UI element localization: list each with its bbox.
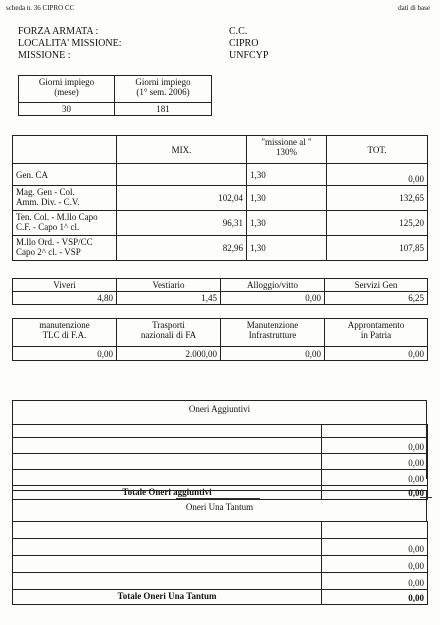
edge-tick <box>420 497 432 498</box>
giorni-value-sem: 181 <box>115 103 212 116</box>
table-row <box>13 556 428 573</box>
table-row <box>13 438 428 454</box>
costs1-value-vestiario: 1,45 <box>117 292 221 305</box>
oneri-una-tantum-value: 0,00 <box>322 556 428 573</box>
info-value-missione: UNFCYP <box>229 50 269 61</box>
info-value-forza: C.C. <box>229 26 248 37</box>
costs2-table <box>12 318 428 361</box>
costs2-value-tlc: 0,00 <box>13 347 117 361</box>
oneri-aggiuntivi-value: 0,00 <box>322 454 428 470</box>
row-tot: 125,20 <box>327 211 428 236</box>
row-mix <box>117 164 247 186</box>
costs2-value-infrastrutture: 0,00 <box>221 347 325 361</box>
header-missione: "missione al " 130% <box>247 136 327 164</box>
oneri-una-tantum-table <box>12 521 428 605</box>
oneri-aggiuntivi-value <box>322 425 428 438</box>
row-pct: 1,30 <box>247 211 327 236</box>
row-label: M.llo Ord. - VSP/CC Capo 2^ cl. - VSP <box>13 236 117 261</box>
oneri-aggiuntivi-total-value: 0,00 <box>322 486 428 500</box>
costs2-header-tlc: manutenzione TLC di F.A. <box>13 319 117 347</box>
costs2-value-trasporti: 2.000,00 <box>117 347 221 361</box>
table-row <box>13 211 428 236</box>
oneri-aggiuntivi-total-label: Totale Oneri aggiuntivi <box>13 486 322 500</box>
title-underline <box>176 498 260 499</box>
table-row <box>13 470 428 486</box>
costs2-header-approntamento: Approntamento in Patria <box>325 319 428 347</box>
oneri-una-tantum-value: 0,00 <box>322 539 428 556</box>
oneri-una-tantum-total-value: 0,00 <box>322 590 428 605</box>
row-mix: 96,31 <box>117 211 247 236</box>
oneri-una-tantum-title: Oneri Una Tantum <box>185 502 254 512</box>
table-row <box>13 236 428 261</box>
giorni-header-mese: Giorni impiego (mese) <box>19 76 115 103</box>
table-row <box>13 522 428 539</box>
row-label: Ten. Col. - M.llo Capo C.F. - Capo 1^ cl. <box>13 211 117 236</box>
costs1-value-viveri: 4,80 <box>13 292 117 305</box>
total-row <box>13 590 428 605</box>
costs1-value-alloggio: 0,00 <box>221 292 325 305</box>
oneri-una-tantum-value: 0,00 <box>322 573 428 590</box>
info-value-localita: CIPRO <box>229 38 259 49</box>
oneri-aggiuntivi-title: Oneri Aggiuntivi <box>188 404 251 414</box>
giorni-table <box>18 75 212 116</box>
info-label-localita: LOCALITA' MISSIONE: <box>18 38 122 49</box>
table-row <box>13 539 428 556</box>
oneri-aggiuntivi-value: 0,00 <box>322 438 428 454</box>
row-tot: 0,00 <box>327 164 428 186</box>
grade-table <box>12 135 428 261</box>
table-row <box>13 454 428 470</box>
costs1-header-vestiario: Vestiario <box>117 279 221 292</box>
table-row <box>13 573 428 590</box>
row-mix: 102,04 <box>117 186 247 211</box>
oneri-una-tantum-value <box>322 522 428 539</box>
costs2-header-infrastrutture: Manutenzione Infrastrutture <box>221 319 325 347</box>
row-label: Mag. Gen - Col. Amm. Div. - C.V. <box>13 186 117 211</box>
giorni-value-mese: 30 <box>19 103 115 116</box>
row-label: Gen. CA <box>13 164 117 186</box>
sheet-title: scheda n. 36 CIPRO CC <box>6 4 75 12</box>
row-mix: 82,96 <box>117 236 247 261</box>
costs1-header-viveri: Viveri <box>13 279 117 292</box>
row-pct: 1,30 <box>247 164 327 186</box>
info-label-forza: FORZA ARMATA : <box>18 26 99 37</box>
row-pct: 1,30 <box>247 186 327 211</box>
costs1-value-servizi: 6,25 <box>325 292 428 305</box>
info-labels <box>18 26 122 62</box>
table-row <box>13 186 428 211</box>
table-row <box>13 164 428 186</box>
header-mix: MIX. <box>117 136 247 164</box>
header-tot: TOT. <box>327 136 428 164</box>
giorni-header-sem: Giorni impiego (1° sem. 2006) <box>115 76 212 103</box>
row-tot: 132,65 <box>327 186 428 211</box>
oneri-una-tantum-total-label: Totale Oneri Una Tantum <box>13 590 322 605</box>
oneri-aggiuntivi-table <box>12 424 428 500</box>
costs2-value-approntamento: 0,00 <box>325 347 428 361</box>
row-tot: 107,85 <box>327 236 428 261</box>
table-row <box>13 425 428 438</box>
info-label-missione: MISSIONE : <box>18 50 71 61</box>
costs1-header-alloggio: Alloggio/vitto <box>221 279 325 292</box>
info-values <box>229 26 268 62</box>
costs2-header-trasporti: Trasporti nazionali di FA <box>117 319 221 347</box>
costs1-header-servizi: Servizi Gen <box>325 279 428 292</box>
costs1-table <box>12 278 428 305</box>
row-pct: 1,30 <box>247 236 327 261</box>
sheet-subtitle: dati di base <box>398 4 430 12</box>
oneri-aggiuntivi-value: 0,00 <box>322 470 428 486</box>
